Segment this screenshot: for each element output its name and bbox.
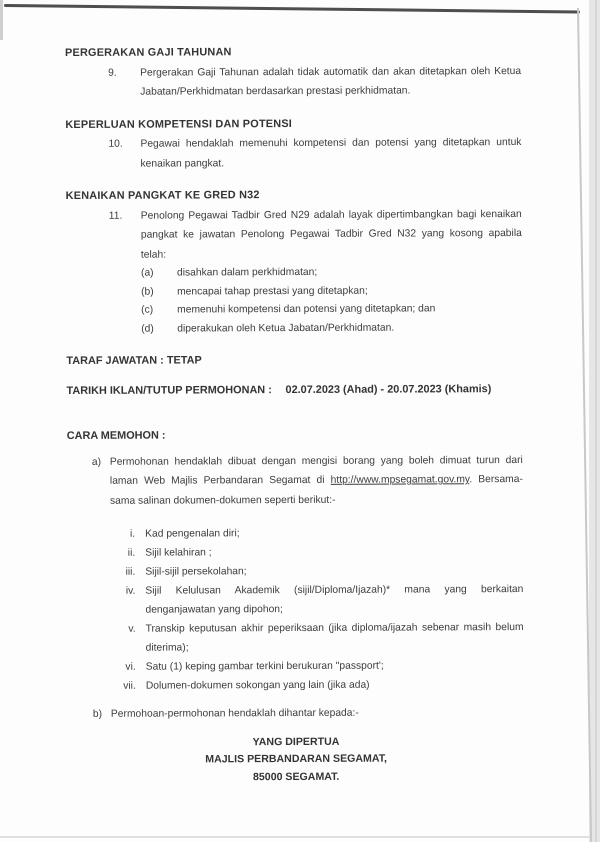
item-a-label: a) (91, 456, 102, 468)
list-item-text: Satu (1) keping gambar terkini berukuran "passport'; (145, 660, 384, 673)
list-item-text: Transkip keputusan akhir peperiksaan (jika diploma/ijazah sebenar masih belum diterima); (145, 622, 524, 654)
tarikh-value: 02.07.2023 (Ahad) - 20.07.2023 (Khamis) (285, 382, 492, 396)
list-item-text: Dolumen-dokumen sokongan yang lain (jika ada) (145, 679, 370, 692)
condition-row (66, 300, 522, 320)
address-line: MAJLIS PERBANDARAN SEGAMAT, (205, 752, 387, 766)
list-item-numeral: iii. (125, 566, 136, 578)
item-a-text-before-link: Permohonan hendaklah dibuat dengan mengisi borang yang boleh dimuat turun dari laman Web Majlis Perbandaran Segamat di (109, 454, 523, 487)
item-text: Pergerakan Gaji Tahunan adalah tidak automatik dan akan ditetapkan oleh Ketua Jabatan/Perkhidmatan berdasarkan prestasi perkhidmatan. (140, 65, 522, 98)
list-item (67, 580, 523, 620)
condition-text: disahkan dalam perkhidmatan; (176, 266, 318, 279)
list-item-numeral: iv. (125, 585, 136, 597)
list-item-text: Sijil Kelulusan Akademik (sijil/Diploma/Ijazah)* mana yang berkaitan denganjawatan yang dipohon; (145, 584, 524, 616)
numbered-item (65, 62, 521, 103)
address-line: YANG DIPERTUA (252, 735, 340, 748)
condition-text: memenuhi kompetensi dan potensi yang ditetapkan; dan (177, 303, 436, 316)
section-heading: KEPERLUAN KOMPETENSI DAN POTENSI (65, 117, 293, 131)
list-item-numeral: vi. (125, 661, 136, 673)
document-content (65, 42, 524, 787)
condition-row (66, 282, 522, 302)
photo-corner-shade (0, 0, 3, 40)
list-item (67, 523, 523, 544)
item-number: 10. (108, 138, 123, 150)
list-item (67, 542, 523, 563)
item-b-label: b) (92, 708, 103, 720)
condition-text: diperakukan oleh Ketua Jabatan/Perkhidmatan. (177, 322, 395, 335)
condition-label: (a) (140, 267, 154, 279)
cara-memohon-heading: CARA MEMOHON : (66, 429, 166, 442)
item-a-text (110, 451, 523, 511)
item-text: Pegawai hendaklah memenuhi kompetensi dan potensi yang ditetapkan untuk kenaikan pangkat. (140, 137, 522, 170)
item-text: Penolong Pegawai Tadbir Gred N29 adalah layak dipertimbangkan bagi kenaikan pangkat ke jawatan Penolong Pegawai Tadbir Gred N32 yang kosong apabila telah: (140, 208, 522, 261)
item-number: 9. (108, 67, 117, 79)
list-item-text: Kad pengenalan diri; (145, 528, 240, 540)
list-item-numeral: ii. (127, 547, 136, 559)
item-a (67, 451, 523, 511)
page-bottom-edge-shadow (0, 836, 589, 838)
list-item (68, 675, 524, 696)
numbered-item (65, 133, 521, 174)
mpsegamat-link[interactable]: http://www.mpsegamat.gov.my (330, 474, 470, 486)
tarikh-iklan-line (66, 380, 522, 401)
condition-label: (d) (141, 323, 154, 335)
tarikh-label: TARIKH IKLAN/TUTUP PERMOHONAN : (66, 383, 272, 397)
condition-row (66, 263, 522, 283)
section-heading: KENAIKAN PANGKAT KE GRED N32 (65, 189, 260, 202)
section-pergerakan-gaji (65, 42, 521, 102)
item-a-text-after-link: . Bersama-sama salinan dokumen-dokumen seperti berikut:- (109, 474, 523, 507)
condition-label: (b) (141, 286, 154, 298)
numbered-item (66, 205, 522, 265)
document-checklist (67, 523, 524, 696)
item-b (68, 703, 524, 724)
item-b-text: Permohoan-permohonan hendaklah dihantar kepada:- (110, 707, 359, 720)
list-item-numeral: vii. (123, 680, 136, 692)
condition-text: mencapai tahap prestasi yang ditetapkan; (177, 285, 368, 298)
condition-label: (c) (141, 304, 154, 316)
list-item-text: Sijil-sijil persekolahan; (145, 566, 247, 578)
section-keperluan-kompetensi (65, 114, 521, 174)
list-item-numeral: i. (129, 528, 136, 540)
list-item (68, 656, 524, 677)
photo-background-strip (589, 0, 600, 842)
section-heading: PERGERAKAN GAJI TAHUNAN (65, 46, 232, 59)
taraf-jawatan-line: TARAF JAWATAN : TETAP (66, 354, 202, 367)
condition-row (66, 319, 522, 339)
list-item-text: Sijil kelahiran ; (145, 547, 212, 559)
list-item (68, 618, 524, 658)
item-number: 11. (108, 210, 123, 222)
recipient-address-block (68, 733, 524, 787)
list-item-numeral: v. (128, 623, 136, 635)
list-item (67, 561, 523, 582)
section-kenaikan-pangkat (66, 185, 523, 339)
address-line: 85000 SEGAMAT. (252, 770, 340, 783)
